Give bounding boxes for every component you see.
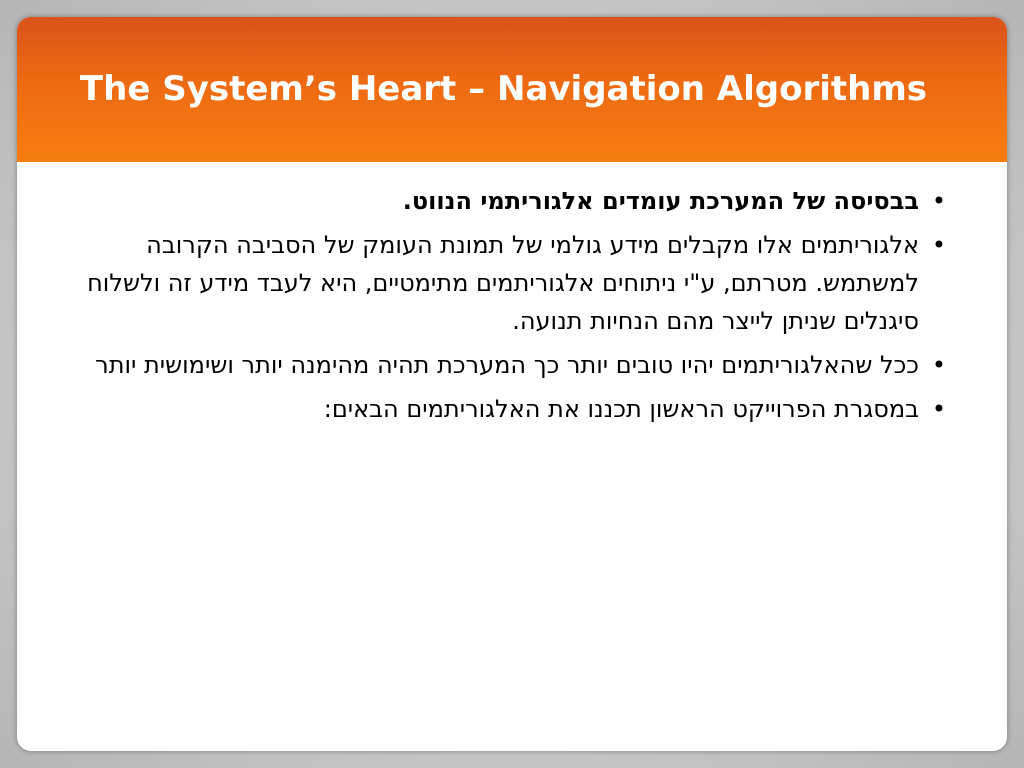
- bullet-item: [75, 182, 949, 220]
- slide-title: The System’s Heart – Navigation Algorithms: [79, 69, 927, 109]
- bullet-text: אלגוריתמים אלו מקבלים מידע גולמי של תמונת העומק של הסביבה הקרובה למשתמש. מטרתם, ע"י ניתוחים אלגוריתמים מתימטיים, היא לעבד מידע זה ולשלוח סיגנלים שניתן לייצר מהם הנחיות תנועה.: [87, 231, 919, 335]
- bullet-dot-icon: •: [931, 187, 947, 215]
- bullet-text: בבסיסה של המערכת עומדים אלגוריתמי הנווט.: [402, 187, 919, 215]
- bullet-dot-icon: •: [931, 395, 947, 423]
- bullet-item: [75, 226, 949, 340]
- bullet-item: [75, 346, 949, 384]
- slide: [17, 17, 1007, 751]
- bullet-item: [75, 390, 949, 428]
- bullet-text: במסגרת הפרוייקט הראשון תכננו את האלגוריתמים הבאים:: [323, 395, 919, 423]
- bullet-list: [75, 182, 949, 428]
- bullet-dot-icon: •: [931, 351, 947, 379]
- slide-body: [75, 182, 949, 434]
- bullet-text: ככל שהאלגוריתמים יהיו טובים יותר כך המערכת תהיה מהימנה יותר ושימושית יותר: [95, 351, 919, 379]
- title-band: [17, 17, 1007, 162]
- bullet-dot-icon: •: [931, 231, 947, 259]
